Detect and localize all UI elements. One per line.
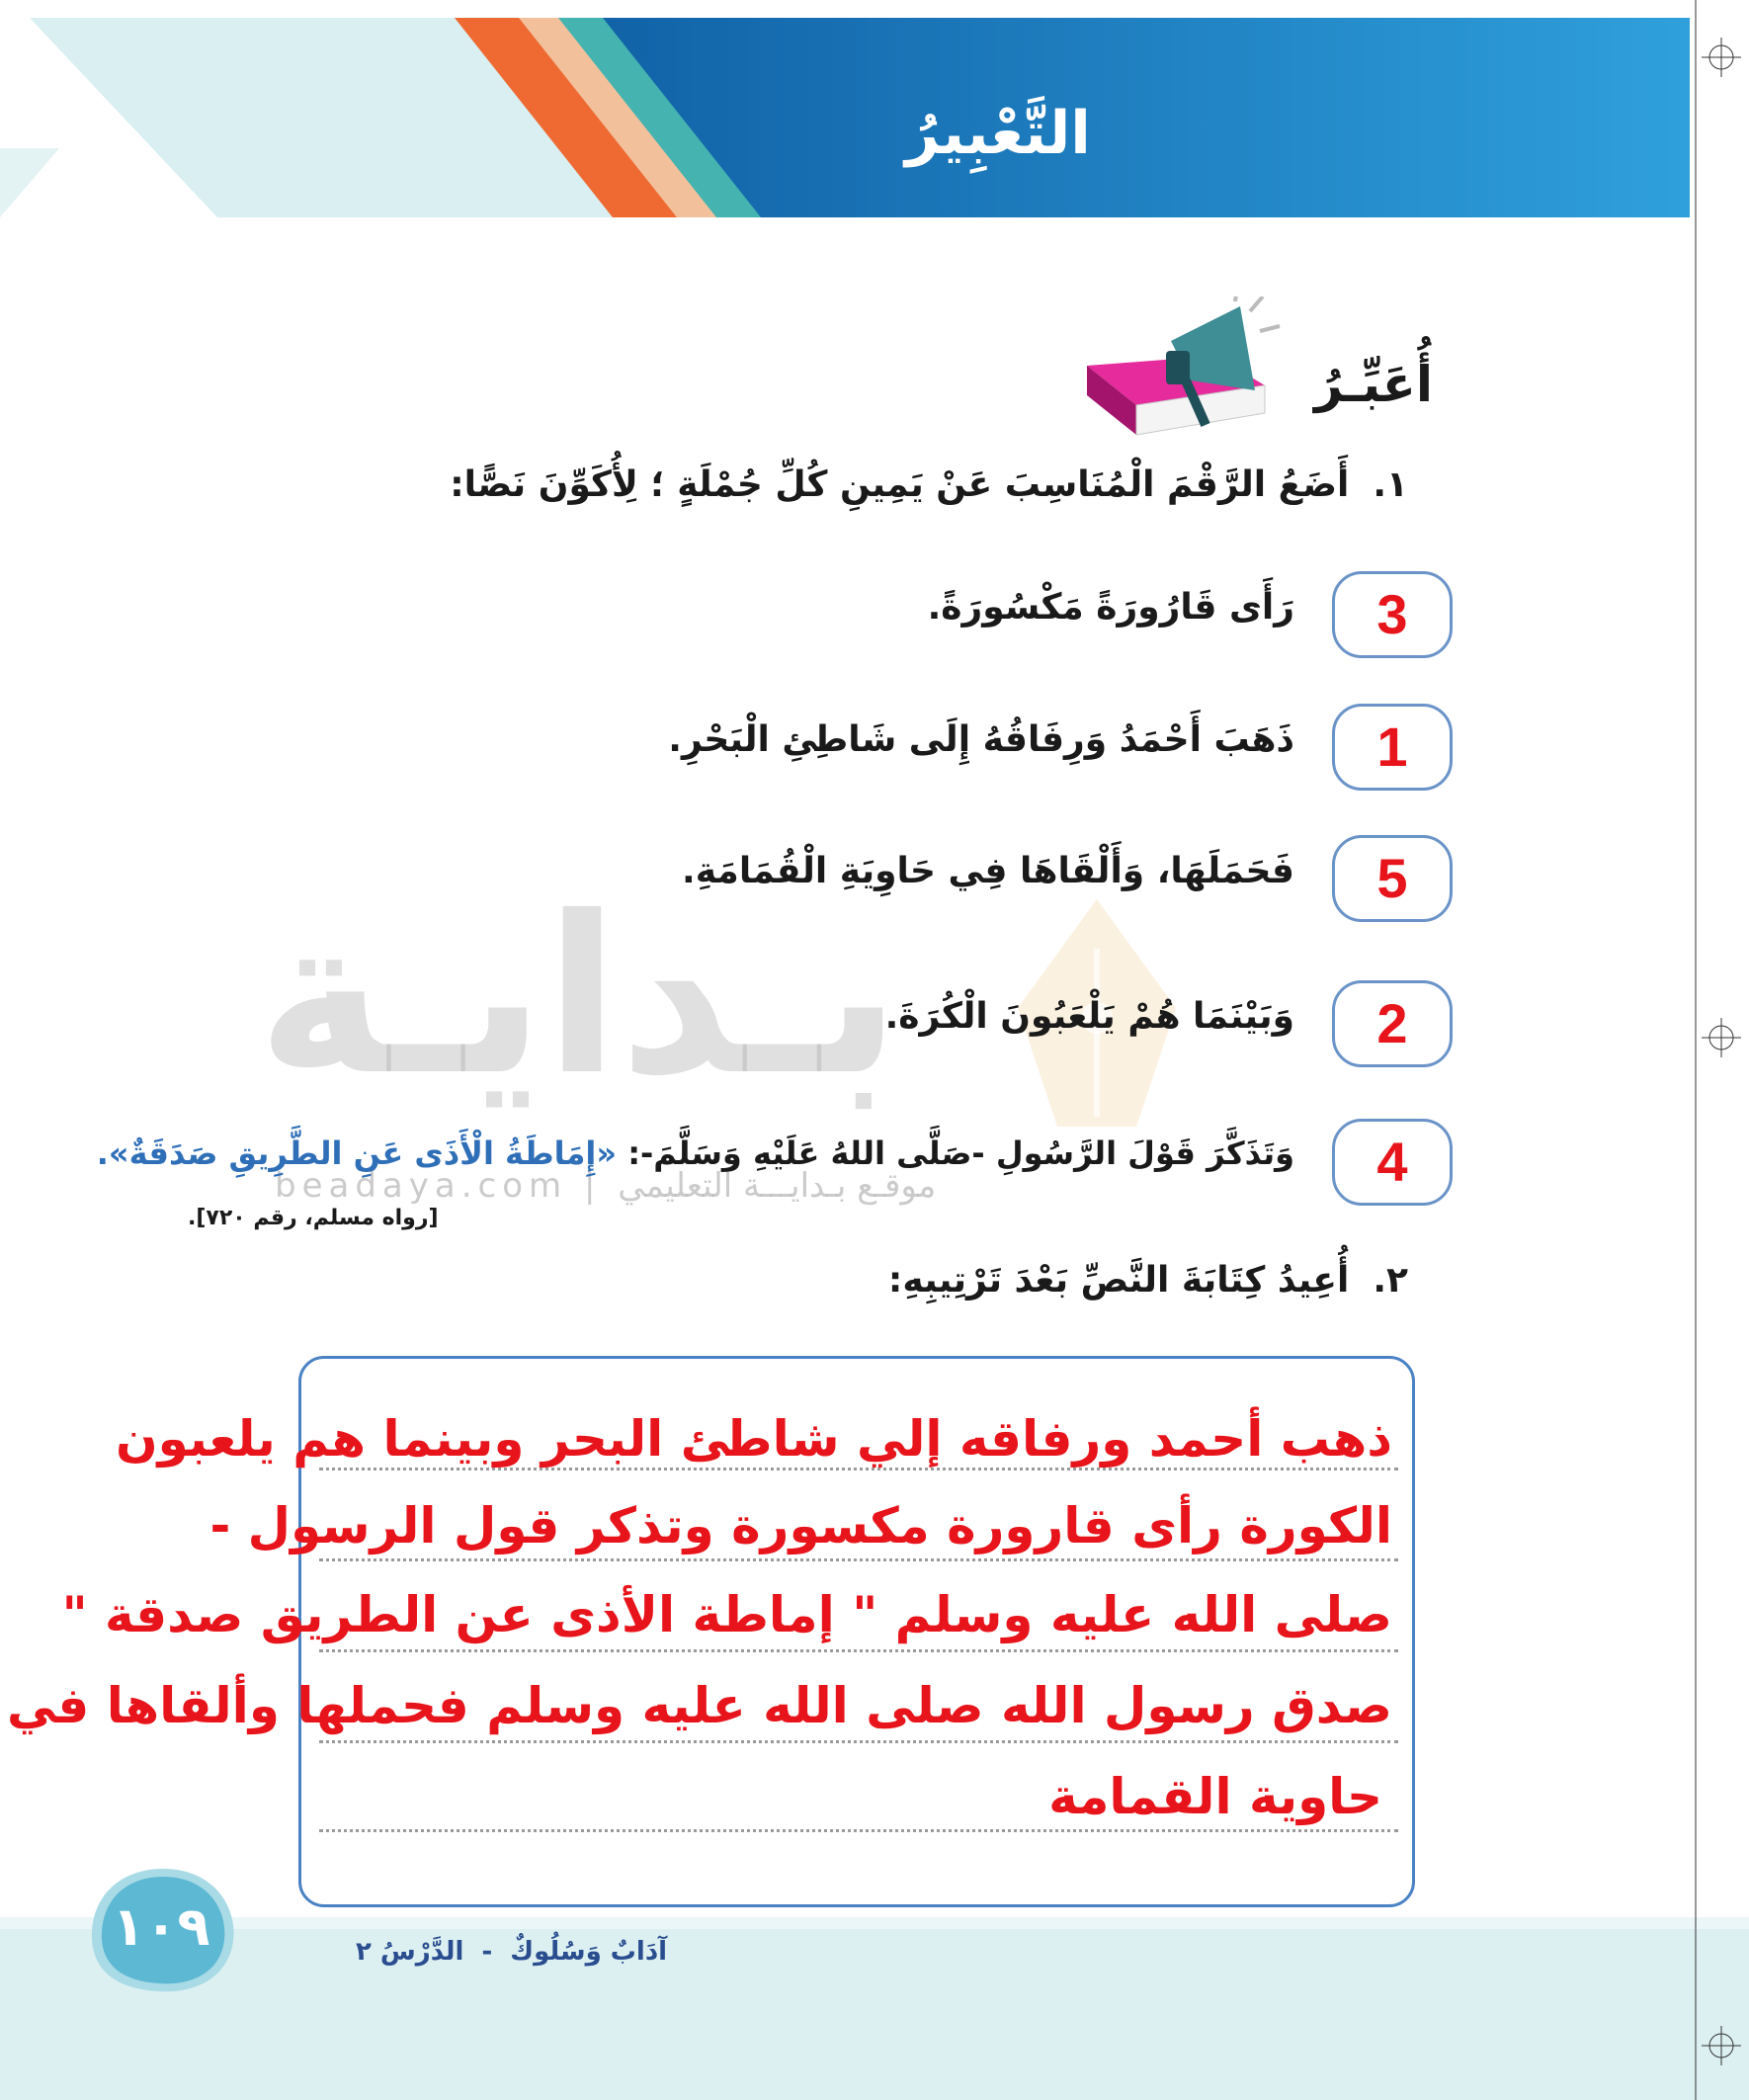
number-value: 2 (1376, 992, 1408, 1054)
dotted-rule (319, 1829, 1398, 1832)
instruction-number: ٢. (1373, 1260, 1408, 1301)
dotted-rule (319, 1558, 1398, 1561)
number-box[interactable] (1332, 1119, 1453, 1206)
number-value: 1 (1376, 715, 1408, 778)
instruction-number: ١. (1373, 464, 1408, 505)
list-item (168, 704, 1453, 793)
sentence-prefix: وَتَذَكَّرَ قَوْلَ الرَّسُولِ -صَلَّى اللهُ عَلَيْهِ وَسَلَّمَ-: (617, 1134, 1294, 1172)
section-heading: أُعَبِّـرُ (1314, 356, 1433, 413)
answer-box[interactable] (6, 1356, 1415, 1907)
footer-lesson: الدَّرْسُ ٢ (356, 1937, 464, 1967)
sentence-text: فَحَمَلَهَا، وَأَلْقَاهَا فِي حَاوِيَةِ الْقُمَامَةِ. (682, 851, 1294, 891)
number-value: 3 (1376, 583, 1408, 645)
number-box[interactable] (1332, 704, 1453, 791)
answer-line: صلى الله عليه وسلم " إماطة الأذى عن الطريق صدقة " (61, 1586, 1392, 1643)
dotted-rule (319, 1740, 1398, 1743)
list-item (168, 571, 1453, 660)
answer-line: حاوية القمامة (1048, 1768, 1382, 1825)
number-box[interactable] (1332, 980, 1453, 1067)
list-item (96, 1119, 1453, 1208)
dotted-rule (319, 1468, 1398, 1470)
number-box[interactable] (1332, 571, 1453, 658)
dotted-rule (319, 1649, 1398, 1652)
number-value: 4 (1376, 1131, 1408, 1193)
sentence-text: ذَهَبَ أَحْمَدُ وَرِفَاقُهُ إِلَى شَاطِئِ الْبَحْرِ. (668, 719, 1294, 760)
instruction-1 (420, 464, 1408, 505)
instruction-text: أَضَعُ الرَّقْمَ الْمُنَاسِبَ عَنْ يَمِينِ كُلِّ جُمْلَةٍ ؛ لِأُكَوِّنَ نَصًّا: (450, 464, 1350, 505)
list-item (168, 835, 1453, 924)
book-megaphone-icon (1067, 296, 1294, 445)
answer-line: الكورة رأى قارورة مكسورة وتذكر قول الرسول - (209, 1497, 1392, 1554)
page-number: ١٠٩ (112, 1895, 210, 1958)
watermark-site: beadaya.com | موقـع بـدايـــة التعليمي (275, 1166, 937, 1206)
footer-separator: - (481, 1937, 493, 1967)
page-title: التَّعْبِيرُ (905, 99, 1091, 168)
answer-line: ذهب أحمد ورفاقه إلي شاطئ البحر وبينما هم يلعبون (115, 1410, 1392, 1468)
footer-unit: آدَابٌ وَسُلُوكٌ (510, 1937, 668, 1967)
sentence-text (97, 1134, 1294, 1172)
list-item (168, 980, 1453, 1069)
instruction-text: أُعِيدُ كِتَابَةَ النَّصِّ بَعْدَ تَرْتِيبِهِ: (887, 1260, 1350, 1301)
instruction-2 (888, 1260, 1408, 1301)
number-value: 5 (1376, 847, 1408, 909)
sentence-text: رَأَى قَارُورَةً مَكْسُورَةً. (927, 587, 1294, 628)
citation: [رواه مسلم، رقم ٧٢٠]. (188, 1206, 439, 1230)
hadith-quote: «إِمَاطَةُ الْأَذَى عَنِ الطَّرِيقِ صَدَقَةٌ». (96, 1134, 618, 1172)
sentence-text: وَبَيْنَمَا هُمْ يَلْعَبُونَ الْكُرَةَ. (884, 996, 1294, 1037)
number-box[interactable] (1332, 835, 1453, 922)
watermark-brand: بـدايـة (257, 870, 901, 1123)
answer-line: صدق رسول الله صلى الله عليه وسلم فحملها وألقاها في (6, 1677, 1392, 1734)
footer-text (356, 1937, 667, 1967)
